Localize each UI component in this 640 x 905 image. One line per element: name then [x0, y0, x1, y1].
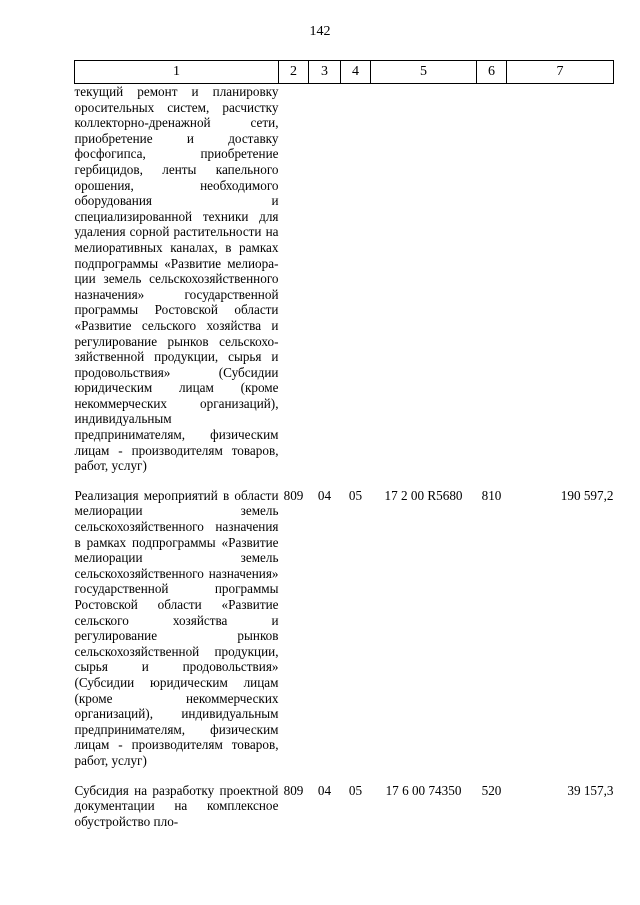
column-header-6: 6 [477, 61, 507, 84]
row-expense-type: 810 [481, 487, 502, 503]
row-amount: 190 597,2 [560, 487, 614, 503]
row-section-code [309, 84, 341, 488]
row-description: Реализация мероприятий в области мелиорации земель сельскохозяйственного назначения в рамках подпрограммы «Развитие мелиорации земель сельскохозяйственного назначения» государственной программы Ростовской области «Развитие сельского хозяйства и регулирование рынков сельскохозяйственной продукции, сырья и продовольствия» (Субсидии юридическим лицам (кроме некоммерческих организаций), индивидуальным предпринимателям, физическим лицам - производителям товаров, работ, услуг) [74, 487, 279, 768]
column-header-2: 2 [279, 61, 309, 84]
row-section-code: 04 [317, 487, 332, 503]
row-description: текущий ремонт и планировку оросительных систем, расчистку коллекторно-дренажной сети, приобретение и доставку фосфогипса, приобретение гербицидов, ленты капельного орошения, необходимого оборудования и специализированной техники для удаления сорной растительности на мелиоративных каналах, в рамках подпрограммы «Развитие мелиорации земель сельскохозяйственного назначения» государственной программы Ростовской области «Развитие сельского хозяйства и регулирование рынков сельскохозяйственной продукции, сырья и продовольствия» (Субсидии юридическим лицам (кроме некоммерческих организаций), индивидуальным предпринимателям, физическим лицам - производителям товаров, работ, услуг) [74, 84, 279, 474]
row-expense-type: 520 [481, 782, 502, 798]
table-row [75, 84, 614, 488]
row-ministry-code: 809 [283, 487, 304, 503]
row-target-article [371, 84, 477, 488]
row-target-article: 17 6 00 74350 [385, 782, 462, 798]
row-amount: 39 157,3 [567, 782, 614, 798]
column-header-5: 5 [371, 61, 477, 84]
row-subsection-code: 05 [348, 487, 363, 503]
table-row [75, 783, 614, 844]
row-expense-type [477, 84, 507, 488]
column-header-7: 7 [507, 61, 614, 84]
page-number: 142 [309, 24, 331, 39]
header-row [75, 61, 614, 84]
column-header-4: 4 [341, 61, 371, 84]
row-section-code: 04 [317, 782, 332, 798]
row-ministry-code [279, 84, 309, 488]
row-target-article: 17 2 00 R5680 [384, 487, 463, 503]
budget-table [74, 60, 614, 843]
row-subsection-code [341, 84, 371, 488]
column-header-1: 1 [75, 61, 279, 84]
column-header-3: 3 [309, 61, 341, 84]
table-header [75, 61, 614, 84]
row-amount [507, 84, 614, 488]
row-subsection-code: 05 [348, 782, 363, 798]
row-description: Субсидия на разработку проектной документации на комплексное обустройство пло- [74, 782, 279, 829]
row-ministry-code: 809 [283, 782, 304, 798]
table-row [75, 488, 614, 783]
